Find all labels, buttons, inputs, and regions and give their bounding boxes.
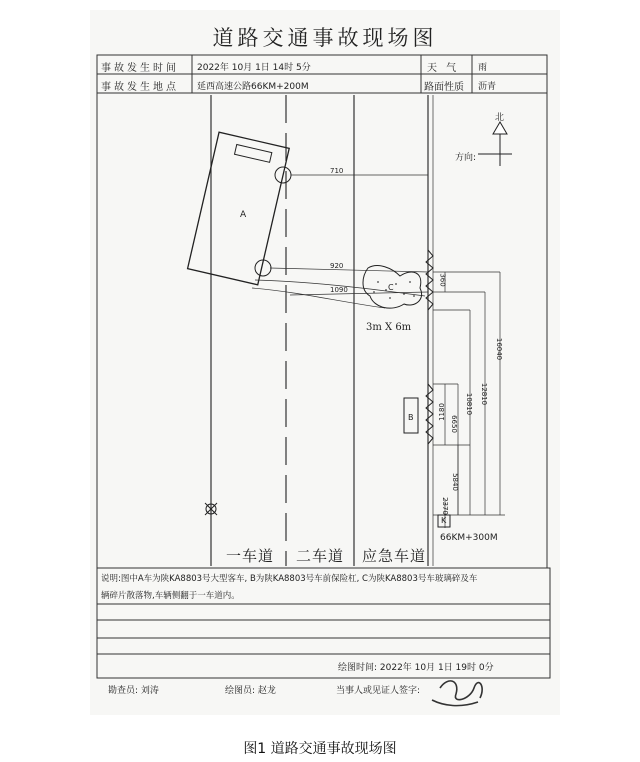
dim-360: 360 (438, 273, 447, 287)
dim-10810: 10810 (465, 392, 474, 416)
drawer: 绘图员: 赵龙 (225, 686, 276, 696)
notes-line-2-text: 辆碎片散落物,车辆侧翻于一车道内。 (101, 591, 240, 601)
dim-920-line (270, 268, 428, 272)
dim-920: 920 (330, 262, 344, 270)
dim-710: 710 (330, 167, 344, 175)
dim-2370: 2370 (440, 497, 449, 515)
north-label: 北 (495, 113, 505, 123)
time-label: 事故发生时间 (101, 63, 179, 74)
north-arrow-icon (478, 122, 512, 166)
milepost-label: 66KM+300M (440, 533, 498, 543)
bumper-b-label: B (408, 413, 414, 422)
investigator: 勘查员: 刘涛 (108, 686, 159, 696)
direction-label: 方向: (455, 153, 477, 163)
vehicle-a-label: A (240, 210, 247, 220)
debris-size-label: 3m X 6m (366, 322, 412, 333)
road-label: 路面性质 (424, 82, 464, 93)
guardrail-upper (426, 250, 433, 310)
lane-2-label: 二车道 (296, 547, 345, 565)
drawing-frame (97, 93, 547, 568)
lane-1-label: 一车道 (226, 547, 275, 565)
dim-5840: 5840 (450, 473, 459, 491)
lane-3-label: 应急车道 (362, 547, 427, 565)
place-label: 事故发生地点 (101, 82, 179, 93)
dim-6650: 6650 (449, 415, 458, 433)
witness-label: 当事人或见证人签字: (336, 686, 421, 696)
drawn-time: 绘图时间: 2022年 10月 1日 19时 0分 (338, 663, 494, 673)
dim-1180: 1180 (437, 403, 446, 421)
marker-k-label: K (441, 516, 447, 525)
dim-16040: 16040 (495, 337, 504, 361)
place-value: 延西高速公路66KM+200M (197, 82, 309, 92)
time-value: 2022年 10月 1日 14时 5分 (197, 63, 311, 73)
vehicle-a (188, 132, 290, 285)
dim-12810: 12810 (480, 382, 489, 406)
dim-1090: 1090 (330, 286, 348, 294)
document-title: 道路交通事故现场图 (212, 26, 438, 50)
notes-line-1-text: 说明:图中A车为陕KA8803号大型客车, B为陕KA8803号车前保险杠, C为陕KA8803号车玻璃碎及车 (101, 574, 478, 584)
signature-scribble (432, 681, 482, 706)
weather-value: 雨 (478, 63, 488, 73)
debris-c-label: C (388, 283, 394, 292)
figure-caption: 图1 道路交通事故现场图 (243, 741, 397, 757)
weather-label: 天 气 (427, 63, 460, 74)
road-value: 沥青 (478, 82, 497, 92)
guardrail-lower (426, 384, 433, 444)
